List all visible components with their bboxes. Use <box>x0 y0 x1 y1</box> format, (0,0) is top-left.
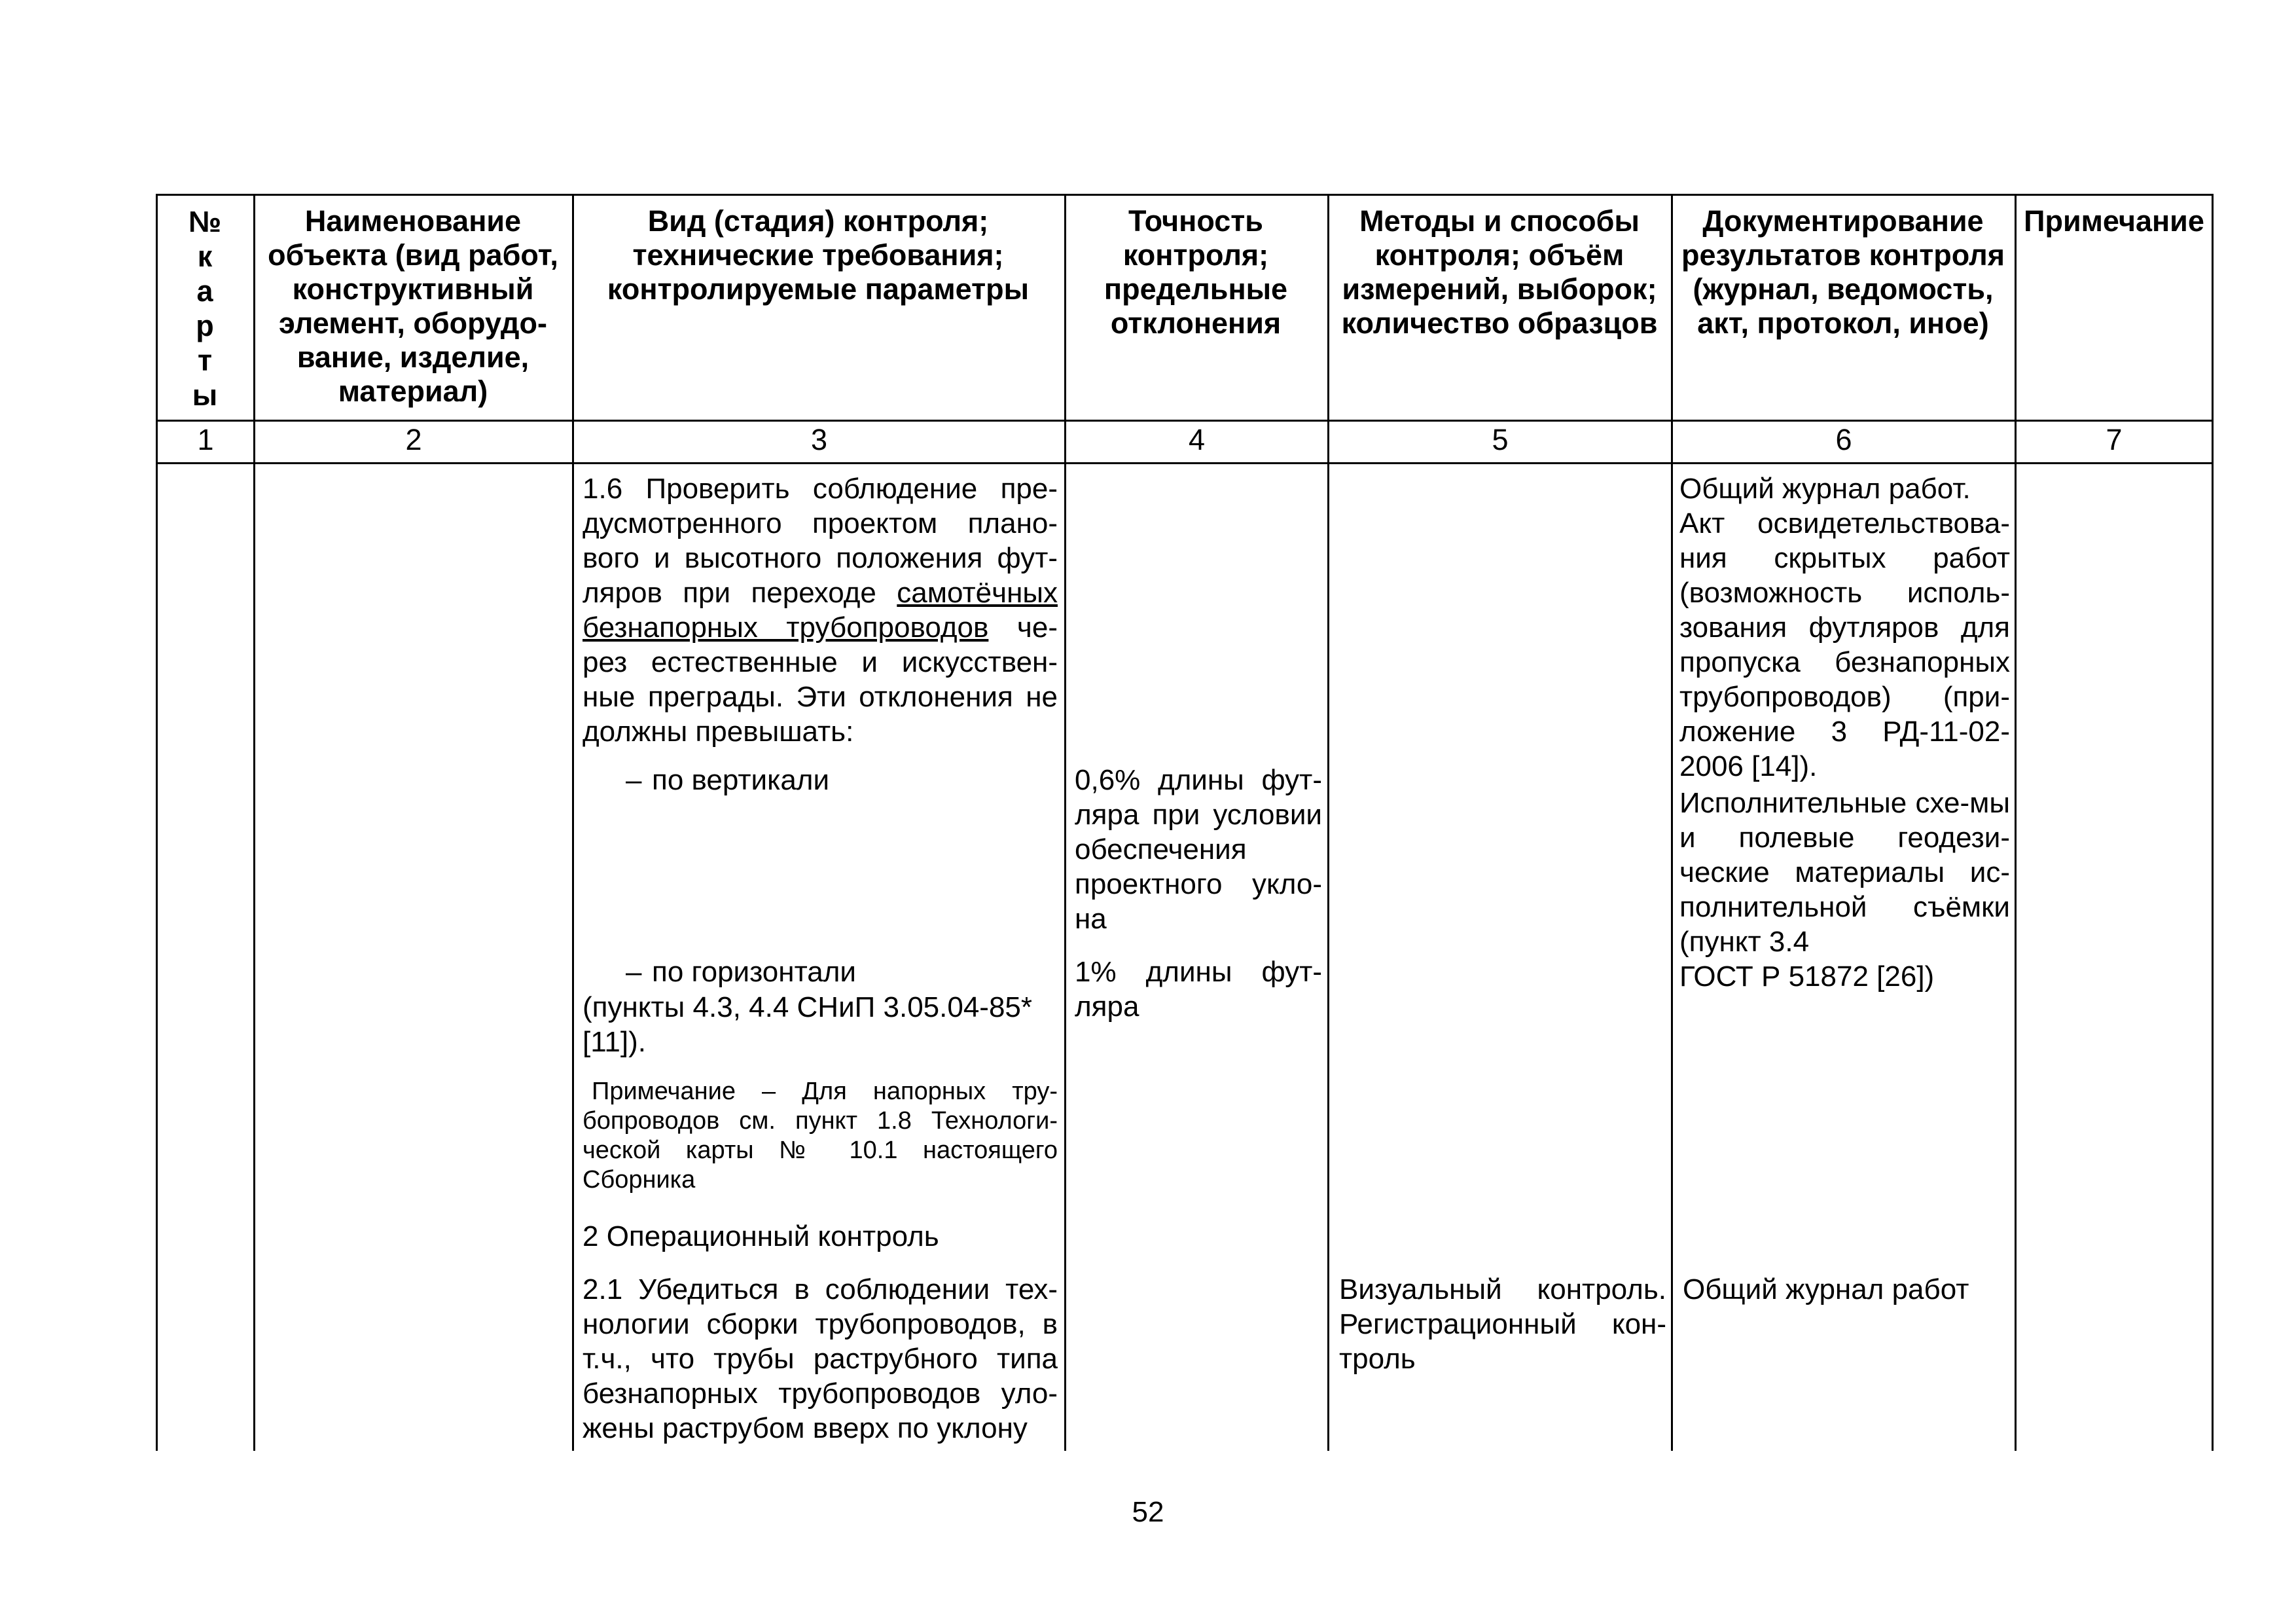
header-card-number-text: № к а р т ы <box>188 205 222 412</box>
item-1-6-text <box>583 471 1058 749</box>
docs-line-2: Акт освидетельствова-ния скрытых работ (возможность исполь-зования футляров для пропуска безнапорных трубопроводов) (при-ложение 3 РД-11-02-2006 [14]). <box>1679 507 2010 782</box>
docs-line-4: ГОСТ Р 51872 [26]) <box>1679 960 1935 993</box>
header-card-number <box>161 204 249 412</box>
docs-line-1: Общий журнал работ. <box>1679 473 1971 505</box>
vertical-label: по вертикали <box>652 764 830 796</box>
col-border-4 <box>1327 194 1329 1451</box>
col-number-5: 5 <box>1492 423 1509 456</box>
item-2-1-text: 2.1 Убедиться в соблюдении тех-нологии сборки трубопроводов, в т.ч., что трубы раструбного типа безнапорных трубопроводов уло-жены раструбом вверх по уклону <box>583 1273 1058 1444</box>
col-number-4: 4 <box>1188 423 1206 456</box>
vertical-tolerance: 0,6% длины фут-ляра при условии обеспечения проектного укло-на <box>1075 764 1322 935</box>
col-number-1: 1 <box>197 423 214 456</box>
page-number: 52 <box>1132 1496 1164 1528</box>
item-1-6-part-b: че-рез естественные и искусствен-ные преграды. Эти отклонения не должны превышать: <box>583 611 1058 748</box>
header-object-name: Наименование объекта (вид работ, конструктивный элемент, оборудо-вание, изделие, материал) <box>268 204 558 408</box>
dash-marker: – <box>626 764 642 796</box>
section-2-heading: 2 Операционный контроль <box>583 1220 939 1252</box>
header-documentation: Документирование результатов контроля (журнал, ведомость, акт, протокол, иное) <box>1681 204 2005 340</box>
horizontal-item <box>626 955 1058 989</box>
col-border-7 <box>2212 194 2214 1451</box>
header-bottom-border <box>156 420 2214 422</box>
item-2-1-docs: Общий журнал работ <box>1683 1273 1969 1305</box>
header-note: Примечание <box>2024 204 2204 238</box>
horizontal-label: по горизонтали <box>652 956 856 988</box>
references-text: (пункты 4.3, 4.4 СНиП 3.05.04-85* [11]). <box>583 991 1033 1058</box>
col-number-7: 7 <box>2106 423 2123 456</box>
col-border-0 <box>156 194 158 1451</box>
col-number-3: 3 <box>810 423 828 456</box>
item-2-1-method: Визуальный контроль. Регистрационный кон-троль <box>1339 1273 1666 1375</box>
col-border-3 <box>1064 194 1066 1451</box>
header-accuracy: Точность контроля; предельные отклонения <box>1103 204 1288 340</box>
col-border-6 <box>2015 194 2017 1451</box>
header-control-type: Вид (стадия) контроля; технические требования; контролируемые параметры <box>607 204 1030 306</box>
docs-line-3: Исполнительные схе-мы и полевые геодези-ческие материалы ис-полнительной съёмки (пункт 3.4 <box>1679 787 2010 958</box>
item-1-6-part-a: 1.6 Проверить соблюдение пре-дусмотренного проектом плано-вого и высотного положения фут-ляров при переходе <box>583 473 1058 609</box>
col-border-5 <box>1671 194 1673 1451</box>
horizontal-tolerance: 1% длины фут-ляра <box>1075 956 1322 1023</box>
col-border-1 <box>253 194 255 1451</box>
header-methods: Методы и способы контроля; объём измерений, выборок; количество образцов <box>1341 204 1658 340</box>
note-text: Примечание – Для напорных тру-бопроводов см. пункт 1.8 Технологи-ческой карты № 10.1 настоящего Сборника <box>583 1078 1058 1194</box>
numbers-bottom-border <box>156 462 2214 464</box>
col-number-2: 2 <box>405 423 422 456</box>
table-top-border <box>156 194 2214 196</box>
dash-marker: – <box>626 956 642 988</box>
item-1-6-underlined: самотёчных безнапорных трубопроводов <box>583 577 1058 644</box>
vertical-item <box>626 763 1058 797</box>
col-number-6: 6 <box>1835 423 1852 456</box>
col-border-2 <box>572 194 574 1451</box>
